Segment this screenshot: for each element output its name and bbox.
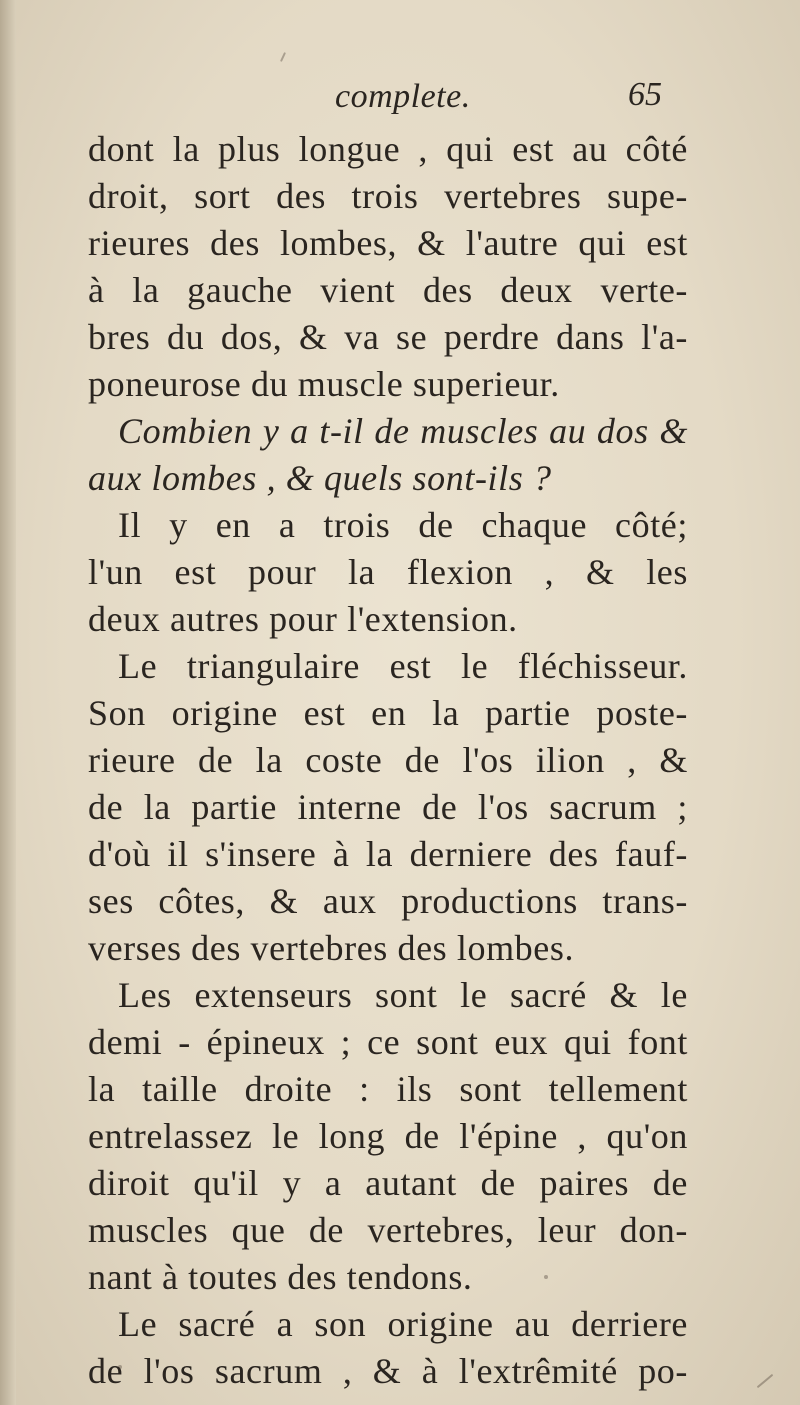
paragraph: [88, 643, 688, 972]
paper-speck: [757, 1374, 774, 1388]
text-line: Son origine est en la partie poste-: [88, 693, 688, 733]
text-line: nant à toutes des tendons.: [88, 1257, 473, 1297]
question-paragraph: [88, 408, 688, 502]
text-line: Les extenseurs sont le sacré & le: [118, 975, 688, 1015]
text-line: rieure de la coste de l'os ilion , &: [88, 740, 688, 780]
text-line: l'un est pour la flexion , & les: [88, 552, 688, 592]
running-head: complete.: [335, 78, 471, 115]
paragraph: [88, 1301, 688, 1395]
text-line: muscles que de vertebres, leur don-: [88, 1210, 688, 1250]
text-line: deux autres pour l'extension.: [88, 599, 518, 639]
paper-speck: [544, 1275, 548, 1279]
page-number: 65: [628, 76, 662, 113]
page-gutter-edge: [0, 0, 16, 1405]
paragraph: [88, 502, 688, 643]
text-line: à la gauche vient des deux verte-: [88, 270, 688, 310]
text-line: de la partie interne de l'os sacrum ;: [88, 787, 688, 827]
paragraph: [88, 972, 688, 1301]
paper-speck: [280, 52, 286, 62]
text-line: Le triangulaire est le fléchisseur.: [118, 646, 688, 686]
question-line: aux lombes , & quels sont-ils ?: [88, 458, 552, 498]
text-line: ses côtes, & aux productions trans-: [88, 881, 688, 921]
text-line: Le sacré a son origine au derriere: [118, 1304, 688, 1344]
text-line: Il y en a trois de chaque côté;: [118, 505, 688, 545]
paper-speck: [118, 1365, 122, 1369]
text-line: entrelassez le long de l'épine , qu'on: [88, 1116, 688, 1156]
body-text: [88, 126, 688, 1395]
text-line: droit, sort des trois vertebres supe-: [88, 176, 688, 216]
text-line: de l'os sacrum , & à l'extrêmité po-: [88, 1351, 688, 1391]
text-line: la taille droite : ils sont tellement: [88, 1069, 688, 1109]
text-line: poneurose du muscle superieur.: [88, 364, 560, 404]
paragraph: [88, 126, 688, 408]
text-line: dont la plus longue , qui est au côté: [88, 129, 688, 169]
text-line: d'où il s'insere à la derniere des fauf-: [88, 834, 688, 874]
text-line: demi - épineux ; ce sont eux qui font: [88, 1022, 688, 1062]
text-line: verses des vertebres des lombes.: [88, 928, 575, 968]
question-line: Combien y a t-il de muscles au dos &: [118, 411, 688, 451]
text-line: diroit qu'il y a autant de paires de: [88, 1163, 688, 1203]
text-line: bres du dos, & va se perdre dans l'a-: [88, 317, 688, 357]
page-header: [0, 70, 800, 126]
text-line: rieures des lombes, & l'autre qui est: [88, 223, 688, 263]
